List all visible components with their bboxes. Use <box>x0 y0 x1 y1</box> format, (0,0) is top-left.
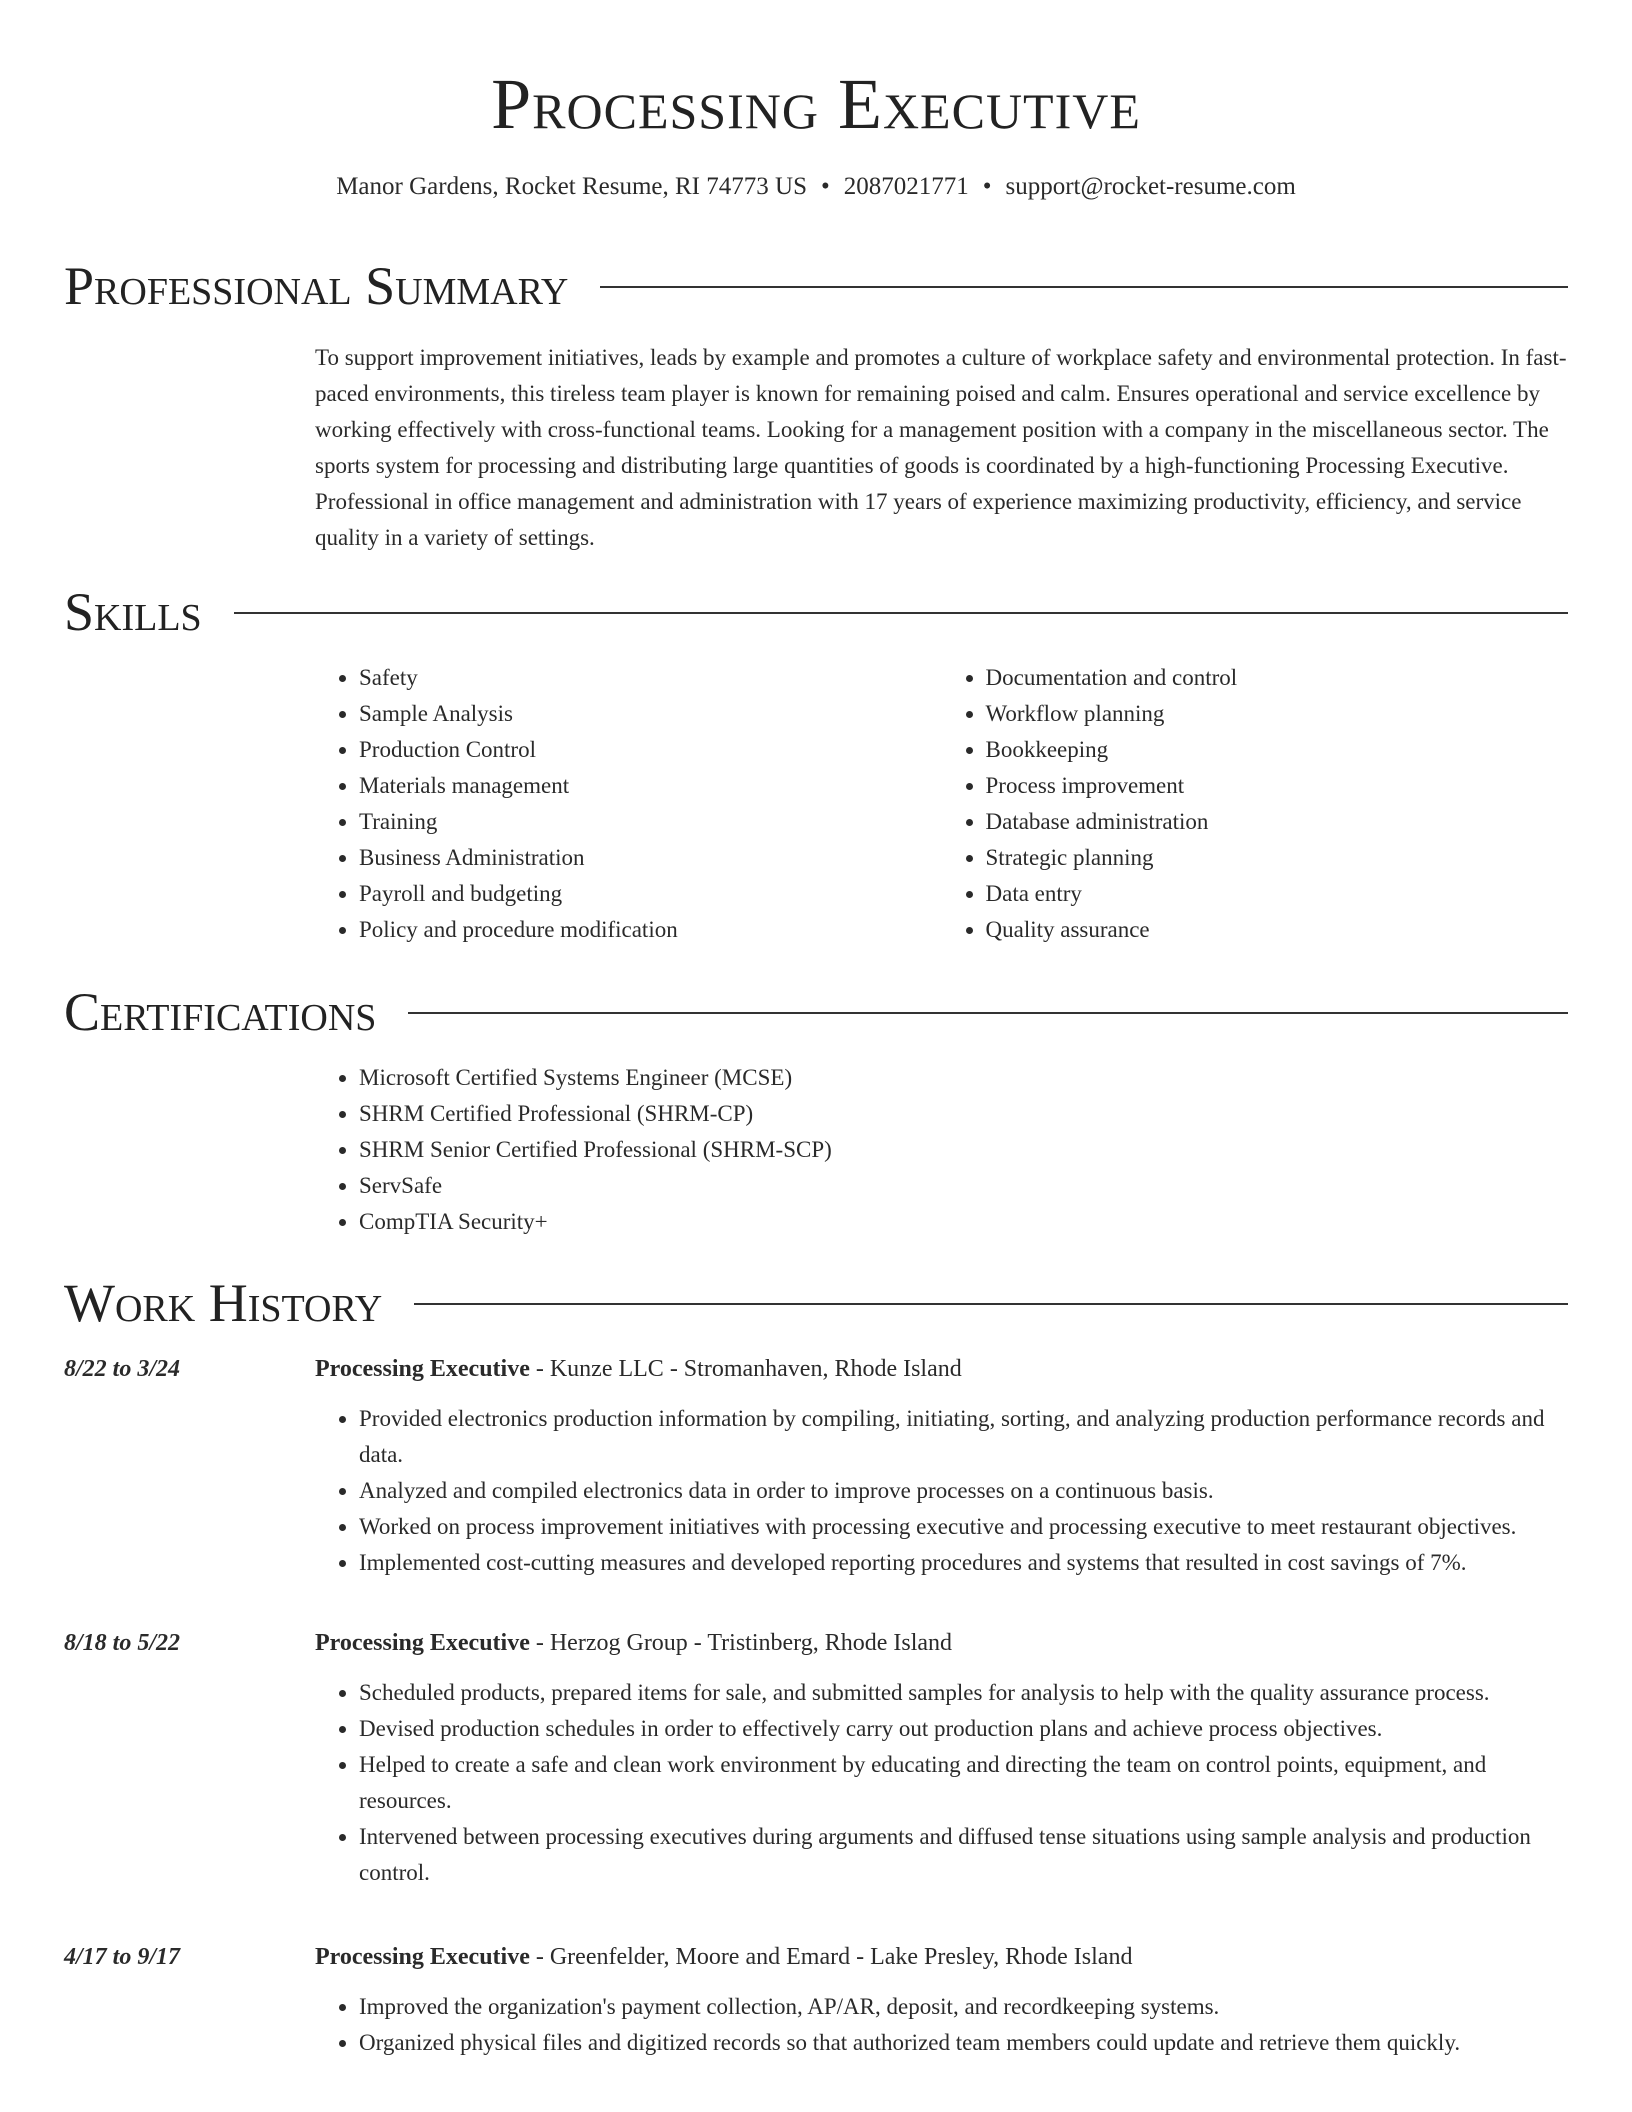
skill-item: • Strategic planning <box>986 840 1569 876</box>
job-entry <box>64 1625 1568 1891</box>
job-details <box>315 1939 1568 2061</box>
skill-item: • Safety <box>359 660 942 696</box>
section-title-skills: Skills <box>64 582 202 642</box>
skill-item: • Database administration <box>986 804 1569 840</box>
job-title-line <box>315 1351 1568 1387</box>
candidate-name: Processing Executive <box>491 64 1141 144</box>
skill-item: • Documentation and control <box>986 660 1569 696</box>
job-bullet: • Worked on process improvement initiatives with processing executive and processing executive to meet restaurant objectives. <box>359 1509 1568 1545</box>
certification-item: • SHRM Senior Certified Professional (SHRM-SCP) <box>359 1132 1568 1168</box>
job-bullet: • Organized physical files and digitized records so that authorized team members could update and retrieve them quickly. <box>359 2025 1568 2061</box>
job-bullet: • Devised production schedules in order to effectively carry out production plans and achieve process objectives. <box>359 1711 1568 1747</box>
job-bullet: • Analyzed and compiled electronics data in order to improve processes on a continuous basis. <box>359 1473 1568 1509</box>
job-bullet: • Scheduled products, prepared items for sale, and submitted samples for analysis to help with the quality assurance process. <box>359 1675 1568 1711</box>
section-divider <box>414 1303 1568 1305</box>
job-bullets <box>315 1675 1568 1891</box>
skill-item: • Business Administration <box>359 840 942 876</box>
certifications-body <box>315 1060 1568 1240</box>
certification-item: • Microsoft Certified Systems Engineer (MCSE) <box>359 1060 1568 1096</box>
job-title: Processing Executive <box>315 1944 530 1970</box>
section-divider <box>234 612 1568 614</box>
work-history-list <box>64 1351 1568 2061</box>
section-divider <box>600 286 1568 288</box>
job-dates: 8/22 to 3/24 <box>64 1356 181 1382</box>
job-company-location: - Greenfelder, Moore and Emard - Lake Presley, Rhode Island <box>529 1944 1133 1970</box>
job-company-location: - Kunze LLC - Stromanhaven, Rhode Island <box>529 1356 962 1382</box>
job-bullets <box>315 1989 1568 2061</box>
skill-item: • Quality assurance <box>986 912 1569 948</box>
resume-page <box>64 0 1568 2055</box>
contact-address: Manor Gardens, Rocket Resume, RI 74773 US <box>336 173 807 200</box>
job-entry <box>64 1939 1568 2061</box>
summary-text: To support improvement initiatives, leads by example and promotes a culture of workplace safety and environmental protection. In fast-paced environments, this tireless team player is known for remaining poised and calm. Ensures operational and service excellence by working effectively with cross-functional teams. Looking for a management position with a company in the miscellaneous sector. The sports system for processing and distributing large quantities of goods is coordinated by a high-functioning Processing Executive. Professional in office management and administration with 17 years of experience maximizing productivity, efficiency, and service quality in a variety of settings. <box>315 345 1567 550</box>
skill-item: • Production Control <box>359 732 942 768</box>
certification-item: • CompTIA Security+ <box>359 1204 1568 1240</box>
skills-grid <box>315 660 1568 948</box>
job-title-line <box>315 1625 1568 1661</box>
job-title-line <box>315 1939 1568 1975</box>
job-company-location: - Herzog Group - Tristinberg, Rhode Island <box>529 1630 953 1656</box>
job-details <box>315 1351 1568 1581</box>
job-title: Processing Executive <box>315 1356 530 1382</box>
skills-list-right <box>942 660 1569 948</box>
skill-item: • Bookkeeping <box>986 732 1569 768</box>
summary-section <box>64 254 1568 556</box>
contact-separator: • <box>820 173 830 200</box>
section-divider <box>408 1012 1568 1014</box>
job-bullets <box>315 1401 1568 1581</box>
skill-item: • Payroll and budgeting <box>359 876 942 912</box>
section-title-work-history: Work History <box>64 1273 383 1333</box>
section-header <box>64 1271 1568 1335</box>
skill-item: • Policy and procedure modification <box>359 912 942 948</box>
section-header <box>64 254 1568 318</box>
job-title: Processing Executive <box>315 1630 530 1656</box>
certification-item: • SHRM Certified Professional (SHRM-CP) <box>359 1096 1568 1132</box>
skill-item: • Process improvement <box>986 768 1569 804</box>
skill-item: • Data entry <box>986 876 1569 912</box>
certifications-list <box>315 1060 1568 1240</box>
skill-item: • Training <box>359 804 942 840</box>
job-dates: 4/17 to 9/17 <box>64 1944 181 1970</box>
skill-item: • Materials management <box>359 768 942 804</box>
section-title-summary: Professional Summary <box>64 256 569 316</box>
section-header <box>64 980 1568 1044</box>
work-history-section <box>64 1271 1568 2061</box>
job-bullet: • Improved the organization's payment collection, AP/AR, deposit, and recordkeeping systems. <box>359 1989 1568 2025</box>
job-bullet: • Provided electronics production information by compiling, initiating, sorting, and analyzing production performance records and data. <box>359 1401 1568 1473</box>
skills-list-left <box>315 660 942 948</box>
contact-line <box>64 170 1568 204</box>
certifications-section <box>64 980 1568 1240</box>
section-header <box>64 580 1568 644</box>
skills-section <box>64 580 1568 948</box>
skill-item: • Sample Analysis <box>359 696 942 732</box>
job-bullet: • Implemented cost-cutting measures and developed reporting procedures and systems that resulted in cost savings of 7%. <box>359 1545 1568 1581</box>
contact-separator: • <box>982 173 992 200</box>
job-dates: 8/18 to 5/22 <box>64 1630 181 1656</box>
job-entry <box>64 1351 1568 1581</box>
certification-item: • ServSafe <box>359 1168 1568 1204</box>
job-details <box>315 1625 1568 1891</box>
section-title-certifications: Certifications <box>64 982 377 1042</box>
job-bullet: • Helped to create a safe and clean work environment by educating and directing the team on control points, equipment, and resources. <box>359 1747 1568 1819</box>
contact-email[interactable]: support@rocket-resume.com <box>1005 173 1296 200</box>
contact-phone[interactable]: 2087021771 <box>843 173 969 200</box>
job-bullet: • Intervened between processing executives during arguments and diffused tense situations using sample analysis and production control. <box>359 1819 1568 1891</box>
skill-item: • Workflow planning <box>986 696 1569 732</box>
